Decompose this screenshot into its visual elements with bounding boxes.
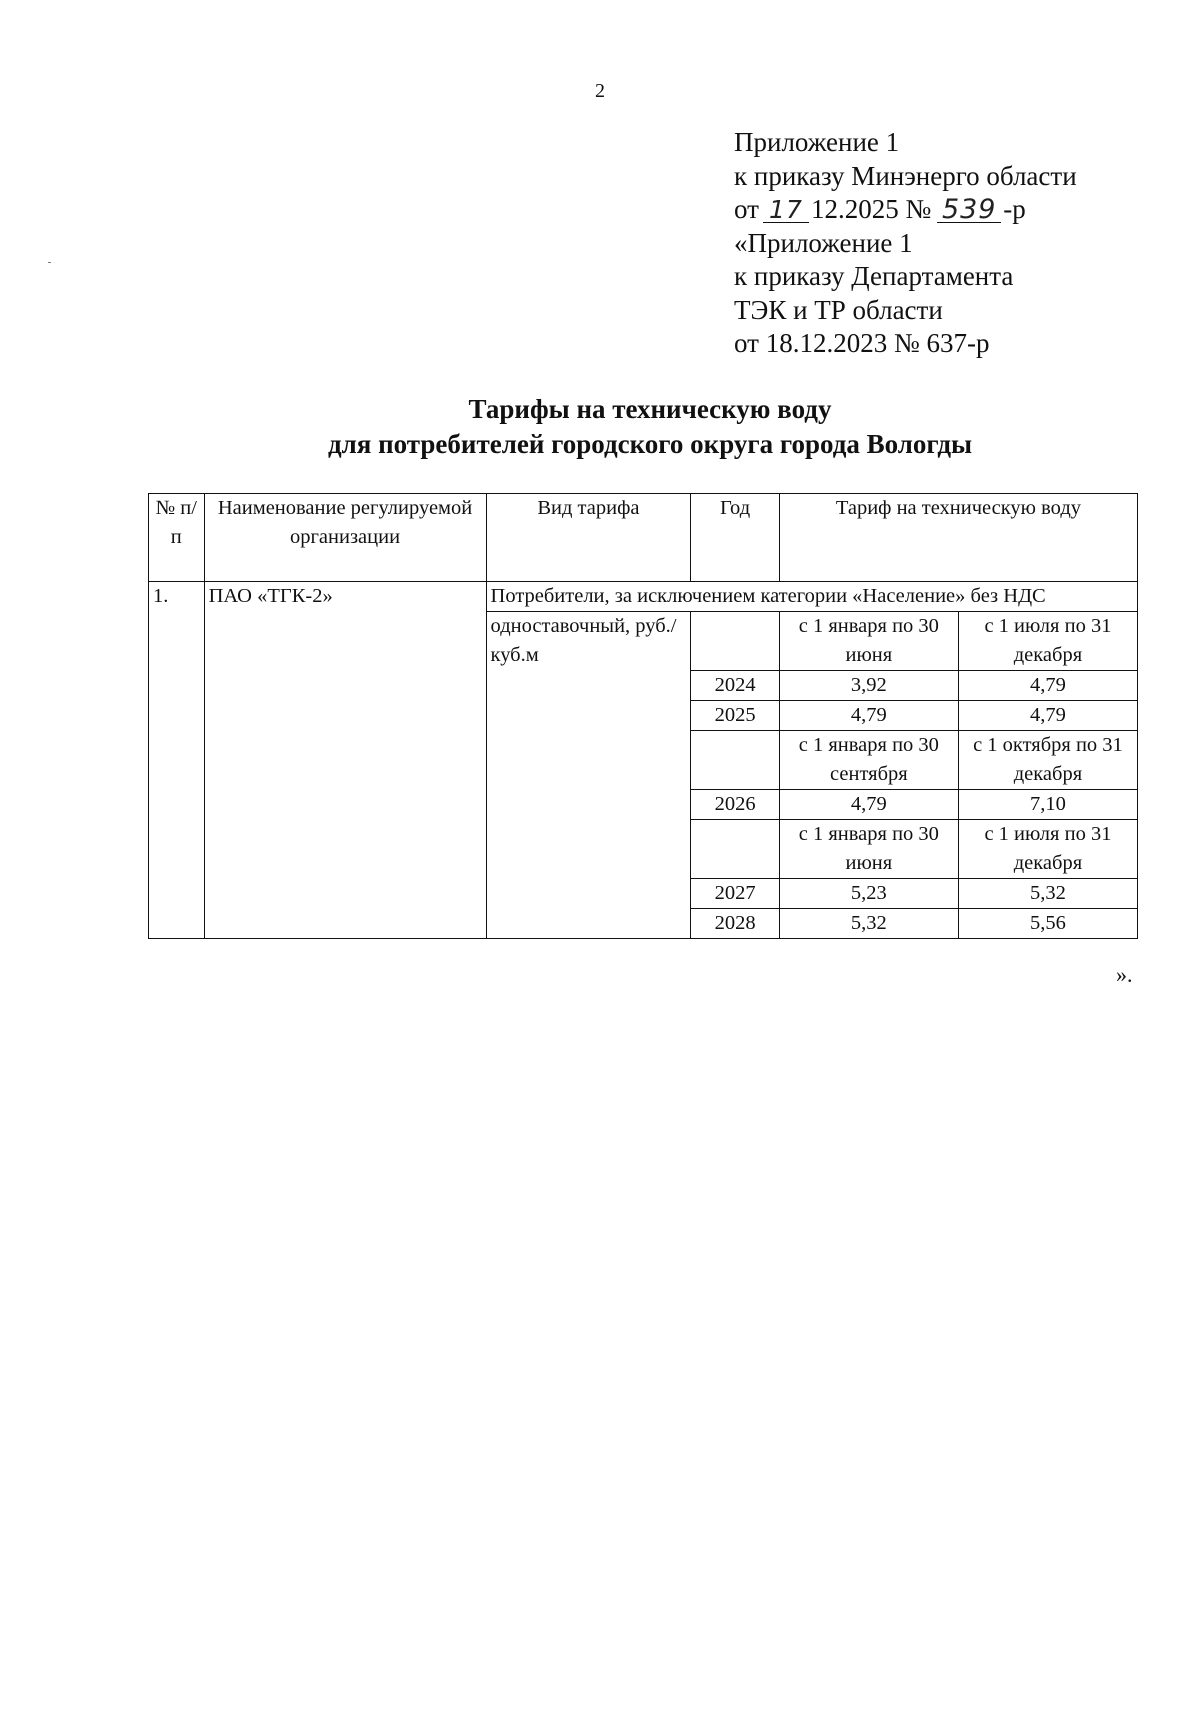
year-cell: 2028 [691,909,780,939]
header-type: Вид тарифа [486,494,691,582]
header-no: № п/п [149,494,205,582]
closing-quote-mark: ». [1116,962,1133,987]
value-cell: 7,10 [958,790,1137,820]
appendix-line-6: ТЭК и ТР области [734,294,943,325]
appendix-line-5: к приказу Департамента [734,261,1014,291]
period-cell: с 1 июля по 31 декабря [958,820,1137,879]
appendix-line-1: Приложение 1 [734,127,900,157]
date-rest: 12.2025 № [810,194,932,224]
value-cell: 4,79 [958,671,1137,701]
handwritten-order-number: 539 [937,198,1001,223]
order-suffix: -р [1003,194,1026,224]
appendix-header [734,126,1077,361]
year-cell: 2025 [691,701,780,731]
appendix-date-line [734,193,1077,227]
value-cell: 5,32 [958,879,1137,909]
row-number: 1. [149,582,205,939]
header-name: Наименование регулируемой организации [204,494,486,582]
consumer-category: Потребители, за исключением категории «Население» без НДС [486,582,1137,612]
period-cell: с 1 октября по 31 декабря [958,731,1137,790]
period-cell: с 1 января по 30 июня [779,820,958,879]
title-line-2: для потребителей городского округа города Вологды [327,429,973,459]
year-cell: 2026 [691,790,780,820]
table-header-row [149,494,1138,582]
period-cell: с 1 января по 30 сентября [779,731,958,790]
value-cell: 5,32 [779,909,958,939]
period-cell: с 1 января по 30 июня [779,612,958,671]
value-cell: 3,92 [779,671,958,701]
scan-speck [48,262,51,263]
document-title [0,392,1200,462]
date-prefix: от [734,194,759,224]
table-row [149,582,1138,612]
year-cell: 2024 [691,671,780,701]
year-cell-empty [691,820,780,879]
header-year: Год [691,494,780,582]
tariff-type: одноставочный, руб./куб.м [486,612,691,939]
period-cell: с 1 июля по 31 декабря [958,612,1137,671]
page-number: 2 [595,80,605,102]
value-cell: 5,56 [958,909,1137,939]
handwritten-day: 17 [763,198,809,223]
year-cell-empty [691,731,780,790]
organization-name: ПАО «ТГК-2» [204,582,486,939]
appendix-line-7: от 18.12.2023 № 637-р [734,328,990,358]
title-line-1: Тарифы на техническую воду [468,394,832,424]
value-cell: 5,23 [779,879,958,909]
header-tariff: Тариф на техническую воду [779,494,1137,582]
value-cell: 4,79 [779,790,958,820]
appendix-line-4: «Приложение 1 [734,227,913,258]
appendix-line-2: к приказу Минэнерго области [734,160,1077,191]
tariff-table [148,493,1138,939]
value-cell: 4,79 [779,701,958,731]
year-cell-empty [691,612,780,671]
year-cell: 2027 [691,879,780,909]
value-cell: 4,79 [958,701,1137,731]
